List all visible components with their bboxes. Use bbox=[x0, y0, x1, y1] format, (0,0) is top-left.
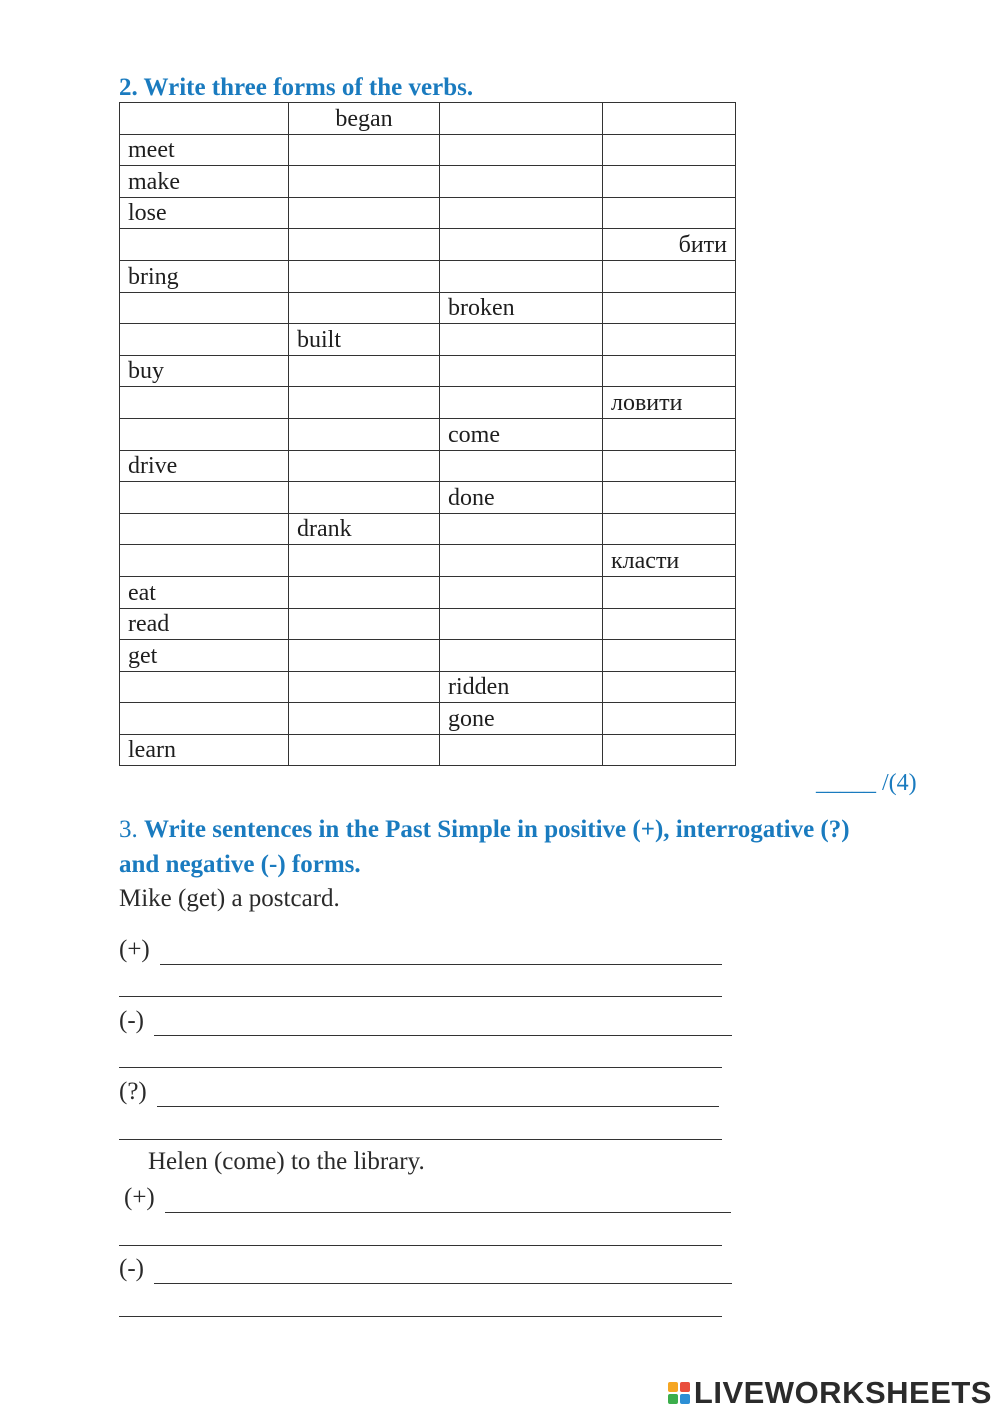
table-row bbox=[120, 576, 736, 608]
table-cell[interactable] bbox=[289, 387, 440, 419]
table-row bbox=[120, 703, 736, 735]
answer-line[interactable] bbox=[160, 942, 722, 965]
answer-line[interactable] bbox=[119, 1316, 722, 1317]
table-cell[interactable] bbox=[289, 229, 440, 261]
table-row bbox=[120, 671, 736, 703]
table-cell: read bbox=[120, 608, 289, 640]
table-cell[interactable] bbox=[603, 134, 736, 166]
task-1-sentence: Mike (get) a postcard. bbox=[119, 885, 340, 912]
table-cell: eat bbox=[120, 576, 289, 608]
table-cell[interactable] bbox=[603, 671, 736, 703]
table-cell[interactable] bbox=[120, 418, 289, 450]
table-row bbox=[120, 324, 736, 356]
table-cell[interactable] bbox=[440, 734, 603, 766]
negative-mark: (-) bbox=[119, 1255, 144, 1282]
table-cell: meet bbox=[120, 134, 289, 166]
table-cell[interactable] bbox=[289, 671, 440, 703]
table-cell[interactable] bbox=[120, 671, 289, 703]
table-cell[interactable] bbox=[120, 703, 289, 735]
table-cell[interactable] bbox=[120, 292, 289, 324]
section-2-score[interactable]: _____ /(4) bbox=[816, 770, 917, 796]
table-cell[interactable] bbox=[603, 324, 736, 356]
table-row bbox=[120, 482, 736, 514]
table-cell[interactable] bbox=[603, 576, 736, 608]
answer-line[interactable] bbox=[119, 996, 722, 997]
table-row bbox=[120, 734, 736, 766]
table-row bbox=[120, 545, 736, 577]
table-cell[interactable] bbox=[603, 450, 736, 482]
table-cell[interactable] bbox=[289, 576, 440, 608]
table-row bbox=[120, 166, 736, 198]
table-cell[interactable] bbox=[440, 608, 603, 640]
table-cell[interactable] bbox=[603, 703, 736, 735]
liveworksheets-logo bbox=[668, 1376, 992, 1410]
table-row bbox=[120, 387, 736, 419]
logo-square bbox=[680, 1382, 690, 1392]
answer-line[interactable] bbox=[119, 1067, 722, 1068]
table-cell[interactable] bbox=[289, 450, 440, 482]
table-cell[interactable] bbox=[120, 482, 289, 514]
table-cell[interactable] bbox=[120, 103, 289, 135]
table-cell[interactable] bbox=[603, 513, 736, 545]
logo-square bbox=[668, 1382, 678, 1392]
table-cell: learn bbox=[120, 734, 289, 766]
table-cell[interactable] bbox=[289, 418, 440, 450]
table-row bbox=[120, 608, 736, 640]
table-row bbox=[120, 197, 736, 229]
section-3-number: 3. bbox=[119, 816, 144, 843]
section-3-heading-line-2: and negative (-) forms. bbox=[119, 851, 361, 878]
table-row bbox=[120, 260, 736, 292]
table-cell[interactable] bbox=[289, 166, 440, 198]
table-row bbox=[120, 640, 736, 672]
table-cell: built bbox=[289, 324, 440, 356]
table-cell[interactable] bbox=[120, 229, 289, 261]
answer-line[interactable] bbox=[165, 1190, 731, 1213]
task-1-positive-row[interactable] bbox=[119, 935, 722, 965]
table-cell[interactable] bbox=[120, 513, 289, 545]
table-cell[interactable] bbox=[440, 513, 603, 545]
table-cell[interactable] bbox=[603, 166, 736, 198]
brand-name: LIVEWORKSHEETS bbox=[693, 1375, 992, 1410]
task-2-negative-row[interactable] bbox=[119, 1254, 732, 1284]
table-cell[interactable] bbox=[440, 450, 603, 482]
table-cell[interactable] bbox=[289, 197, 440, 229]
table-cell[interactable] bbox=[440, 387, 603, 419]
table-cell: класти bbox=[603, 545, 736, 577]
table-cell[interactable] bbox=[603, 608, 736, 640]
table-cell[interactable] bbox=[440, 260, 603, 292]
table-cell[interactable] bbox=[603, 418, 736, 450]
table-cell: bring bbox=[120, 260, 289, 292]
answer-line[interactable] bbox=[154, 1013, 732, 1036]
table-cell[interactable] bbox=[289, 545, 440, 577]
table-row bbox=[120, 355, 736, 387]
logo-square bbox=[668, 1394, 678, 1404]
table-row bbox=[120, 229, 736, 261]
table-cell: broken bbox=[440, 292, 603, 324]
table-cell: gone bbox=[440, 703, 603, 735]
table-cell[interactable] bbox=[440, 197, 603, 229]
table-row bbox=[120, 134, 736, 166]
table-cell: lose bbox=[120, 197, 289, 229]
table-cell: drive bbox=[120, 450, 289, 482]
table-cell: buy bbox=[120, 355, 289, 387]
table-cell[interactable] bbox=[289, 703, 440, 735]
table-cell[interactable] bbox=[603, 260, 736, 292]
table-cell: done bbox=[440, 482, 603, 514]
answer-line[interactable] bbox=[154, 1261, 732, 1284]
table-cell[interactable] bbox=[603, 197, 736, 229]
table-cell[interactable] bbox=[440, 576, 603, 608]
answer-line[interactable] bbox=[119, 1245, 722, 1246]
table-cell[interactable] bbox=[603, 355, 736, 387]
table-cell[interactable] bbox=[120, 324, 289, 356]
table-cell[interactable] bbox=[440, 545, 603, 577]
table-cell[interactable] bbox=[440, 640, 603, 672]
section-3-heading-line-1 bbox=[119, 812, 850, 847]
table-cell[interactable] bbox=[603, 292, 736, 324]
table-cell[interactable] bbox=[289, 292, 440, 324]
table-cell[interactable] bbox=[440, 166, 603, 198]
task-1-negative-row[interactable] bbox=[119, 1006, 732, 1036]
table-cell[interactable] bbox=[603, 640, 736, 672]
table-cell[interactable] bbox=[120, 545, 289, 577]
question-mark: (?) bbox=[119, 1078, 147, 1105]
table-cell: make bbox=[120, 166, 289, 198]
table-cell[interactable] bbox=[440, 324, 603, 356]
positive-mark: (+) bbox=[124, 1184, 155, 1211]
table-row bbox=[120, 292, 736, 324]
table-cell[interactable] bbox=[603, 103, 736, 135]
table-cell: ловити bbox=[603, 387, 736, 419]
table-cell[interactable] bbox=[440, 229, 603, 261]
table-cell[interactable] bbox=[440, 103, 603, 135]
table-row bbox=[120, 418, 736, 450]
section-2-heading: 2. Write three forms of the verbs. bbox=[119, 74, 474, 101]
table-cell[interactable] bbox=[289, 260, 440, 292]
table-cell[interactable] bbox=[289, 134, 440, 166]
table-cell[interactable] bbox=[440, 355, 603, 387]
logo-square bbox=[680, 1394, 690, 1404]
task-2-sentence: Helen (come) to the library. bbox=[148, 1148, 425, 1175]
table-cell[interactable] bbox=[120, 387, 289, 419]
table-row bbox=[120, 103, 736, 135]
answer-line[interactable] bbox=[157, 1084, 719, 1107]
answer-line[interactable] bbox=[119, 1139, 722, 1140]
table-cell: бити bbox=[603, 229, 736, 261]
table-cell[interactable] bbox=[289, 355, 440, 387]
table-cell: come bbox=[440, 418, 603, 450]
table-cell: ridden bbox=[440, 671, 603, 703]
table-cell[interactable] bbox=[289, 734, 440, 766]
table-cell[interactable] bbox=[289, 640, 440, 672]
table-cell: began bbox=[289, 103, 440, 135]
logo-grid-icon bbox=[668, 1382, 690, 1404]
table-cell: drank bbox=[289, 513, 440, 545]
table-cell[interactable] bbox=[603, 734, 736, 766]
table-cell[interactable] bbox=[440, 134, 603, 166]
task-2-positive-row[interactable] bbox=[124, 1183, 731, 1213]
negative-mark: (-) bbox=[119, 1007, 144, 1034]
table-cell[interactable] bbox=[603, 482, 736, 514]
verb-forms-table bbox=[119, 102, 736, 766]
table-cell[interactable] bbox=[289, 482, 440, 514]
task-1-question-row[interactable] bbox=[119, 1077, 719, 1107]
table-cell: get bbox=[120, 640, 289, 672]
table-cell[interactable] bbox=[289, 608, 440, 640]
positive-mark: (+) bbox=[119, 936, 150, 963]
section-3-title: Write sentences in the Past Simple in positive (+), interrogative (?) bbox=[144, 816, 850, 843]
table-row bbox=[120, 513, 736, 545]
table-row bbox=[120, 450, 736, 482]
